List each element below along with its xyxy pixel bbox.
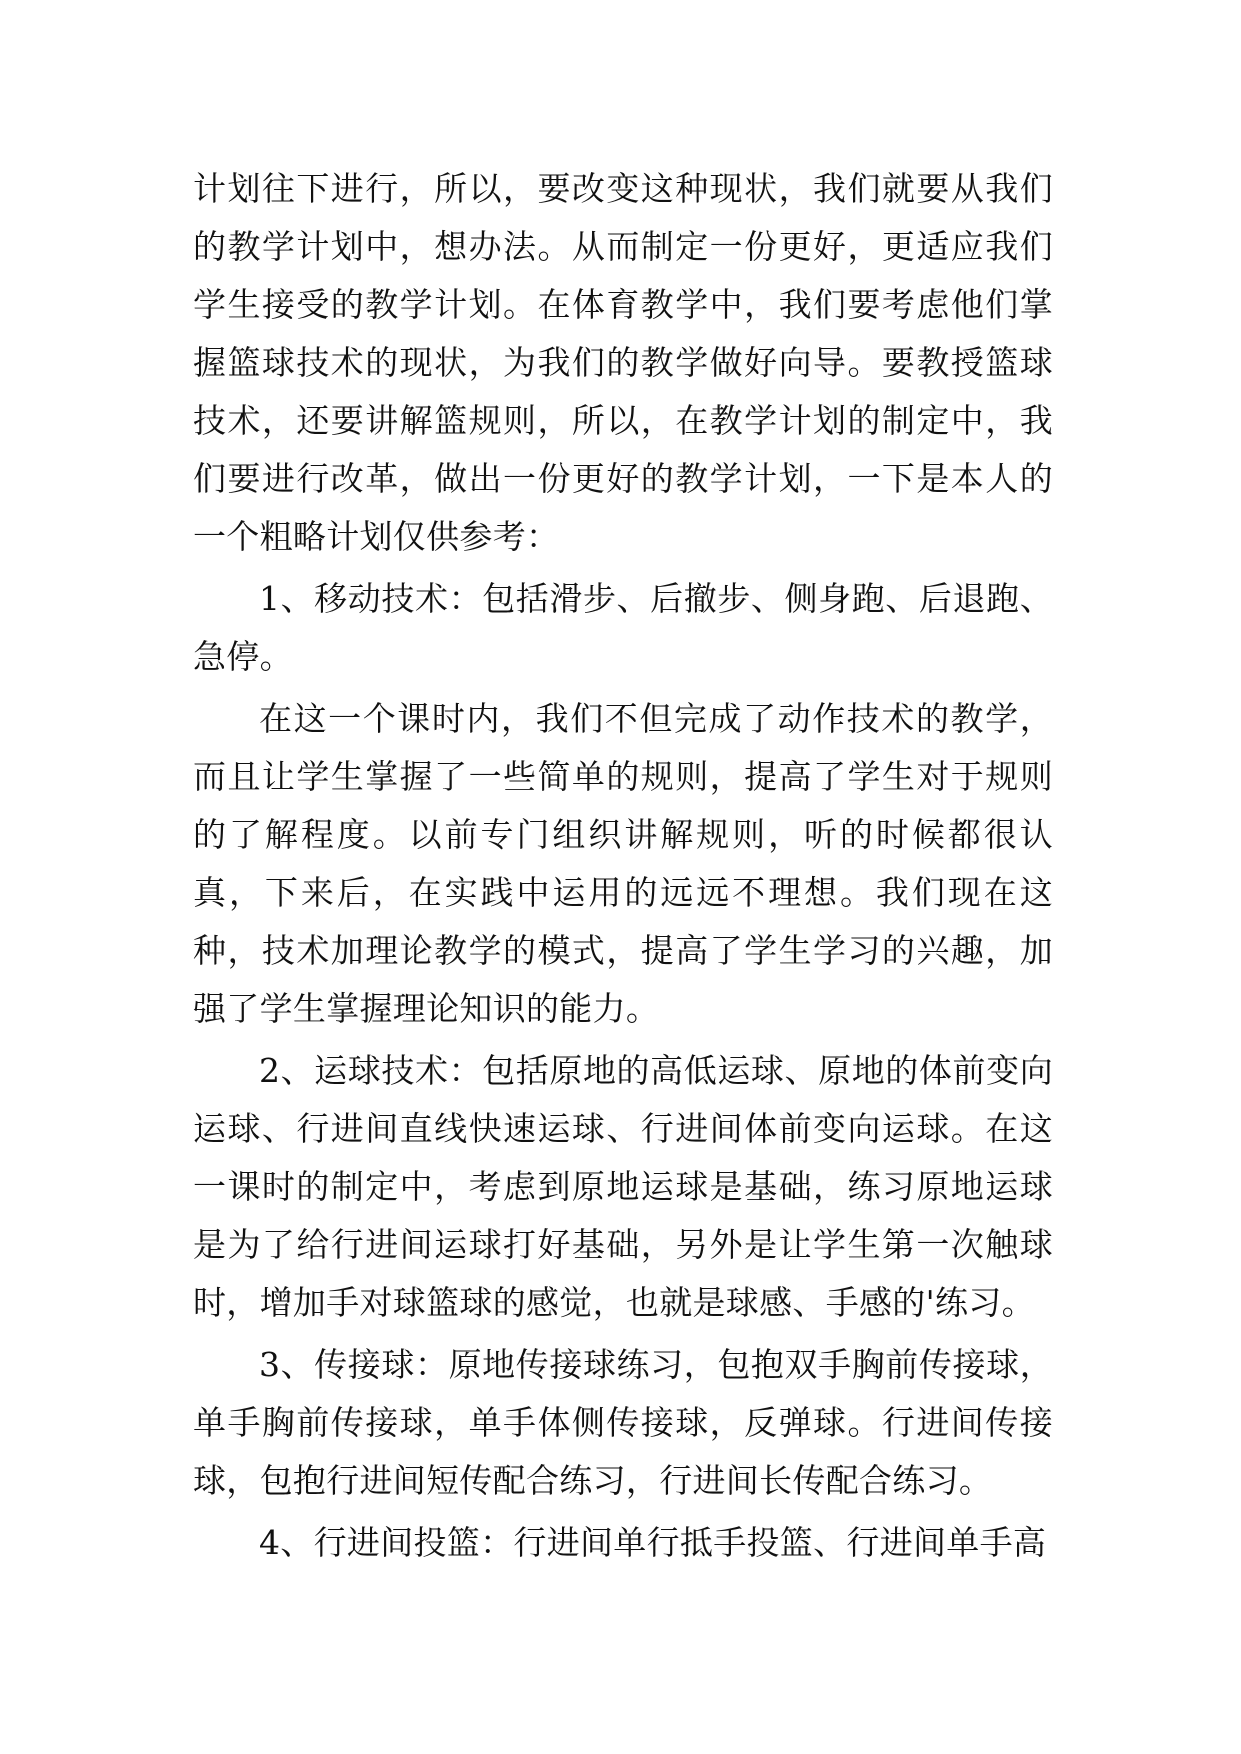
paragraph-intro: 计划往下进行，所以，要改变这种现状，我们就要从我们的教学计划中，想办法。从而制定一份更好，更适应我们学生接受的教学计划。在体育教学中，我们要考虑他们掌握篮球技术的现状，为我们的教学做好向导。要教授篮球技术，还要讲解篮规则，所以，在教学计划的制定中，我们要进行改革，做出一份更好的教学计划，一下是本人的一个粗略计划仅供参考： (193, 169, 1053, 556)
document-body (193, 160, 1053, 1576)
paragraph-passing-technique: 3、传接球：原地传接球练习，包抱双手胸前传接球，单手胸前传接球，单手体侧传接球，反弹球。行进间传接球，包抱行进间短传配合练习，行进间长传配合练习。 (193, 1345, 1053, 1500)
paragraph-dribbling-technique: 2、运球技术：包括原地的高低运球、原地的体前变向运球、行进间直线快速运球、行进间体前变向运球。在这一课时的制定中，考虑到原地运球是基础，练习原地运球是为了给行进间运球打好基础，另外是让学生第一次触球时，增加手对球篮球的感觉，也就是球感、手感的'练习。 (193, 1051, 1053, 1322)
paragraph-layup-technique: 4、行进间投篮：行进间单行抵手投篮、行进间单手高 (259, 1523, 1047, 1562)
paragraph-lesson-reflection: 在这一个课时内，我们不但完成了动作技术的教学，而且让学生掌握了一些简单的规则，提高了学生对于规则的了解程度。以前专门组织讲解规则，听的时候都很认真，下来后，在实践中运用的远远不理想。我们现在这种，技术加理论教学的模式，提高了学生学习的兴趣，加强了学生掌握理论知识的能力。 (193, 699, 1053, 1028)
paragraph-movement-technique: 1、移动技术：包括滑步、后撤步、侧身跑、后退跑、急停。 (193, 579, 1053, 676)
